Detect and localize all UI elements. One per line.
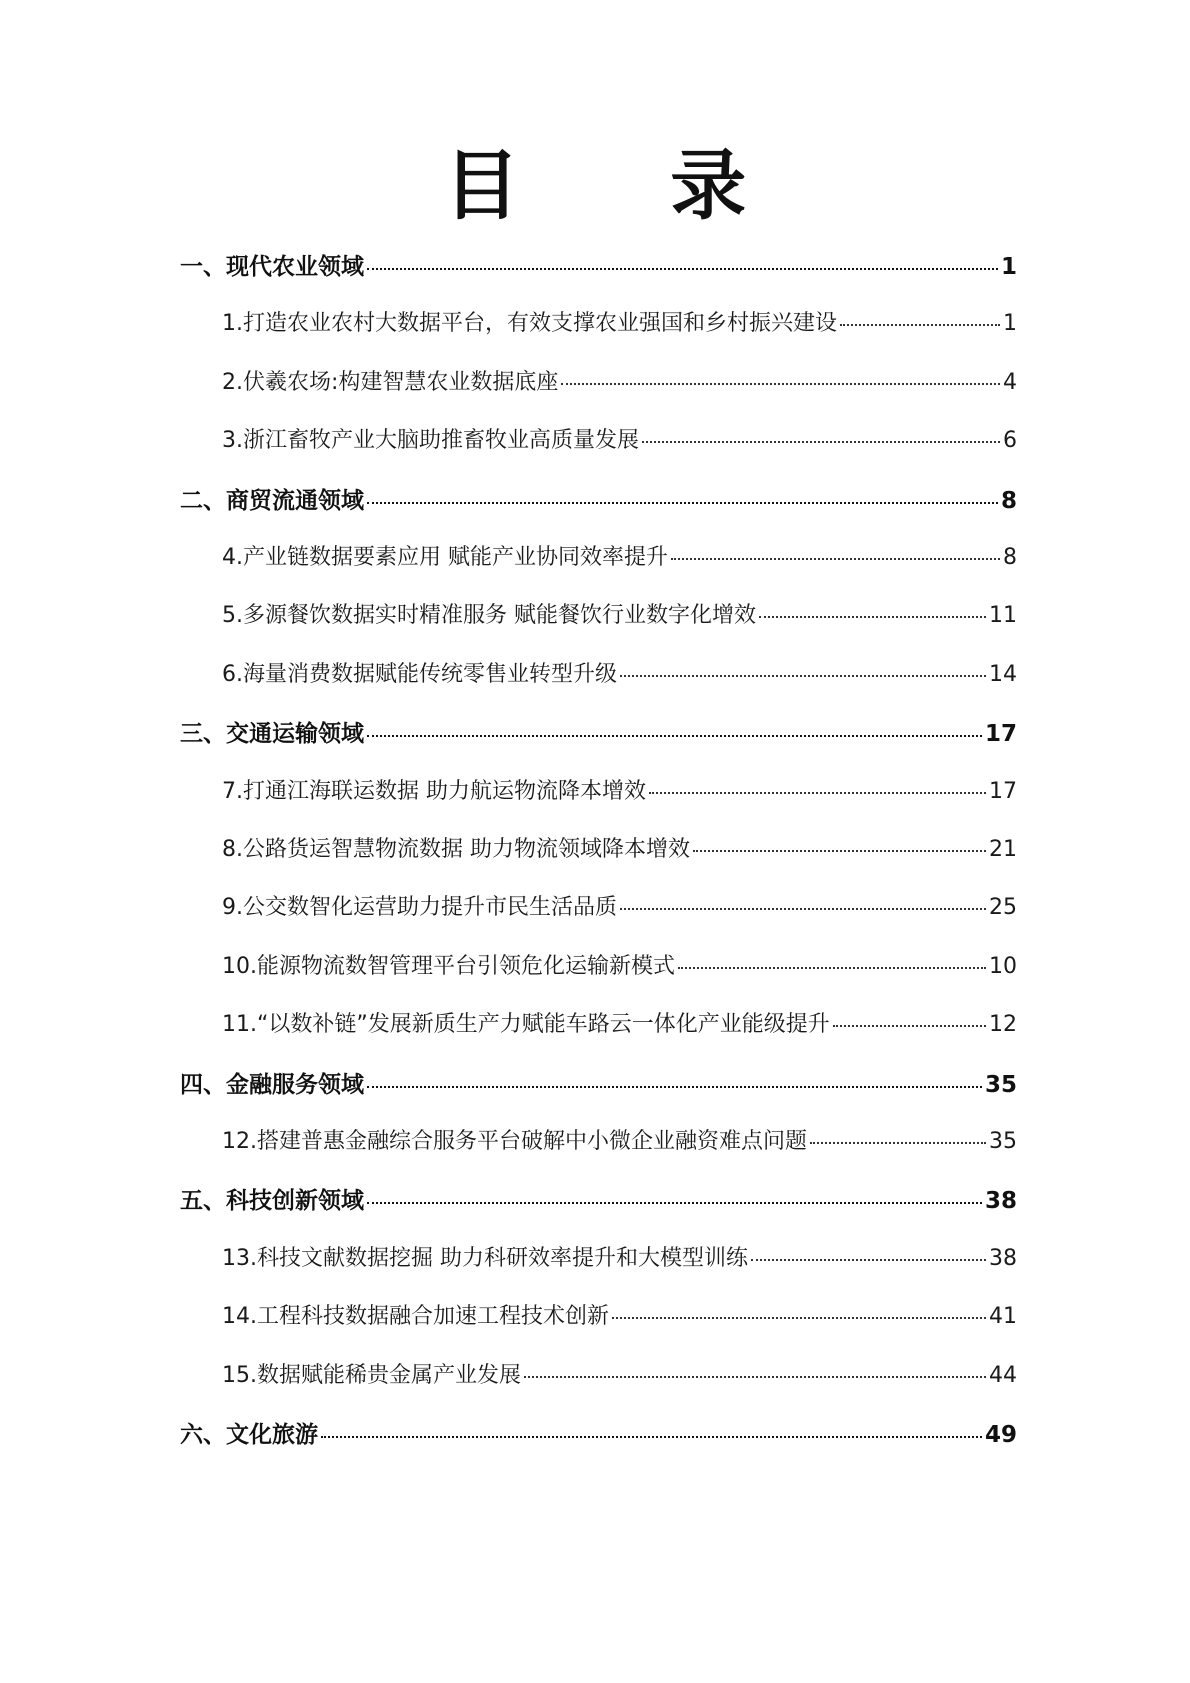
toc-row-page-number: 14 [989,661,1017,687]
toc-entry-row[interactable] [222,423,1017,463]
toc-section-row[interactable] [180,1416,1017,1456]
toc-entry-row[interactable] [222,774,1017,814]
dot-leader [833,1025,986,1027]
toc-row-label: 3.浙江畜牧产业大脑助推畜牧业高质量发展 [222,428,639,454]
toc-entry-row[interactable] [222,1124,1017,1164]
toc-row-label: 7.打通江海联运数据 助力航运物流降本增效 [222,778,646,804]
toc-row-label: 二、商贸流通领域 [180,487,364,514]
toc-section-row[interactable] [180,482,1017,522]
toc-row-page-number: 17 [984,721,1017,748]
toc-row-page-number: 41 [989,1304,1017,1330]
dot-leader [524,1376,986,1378]
toc-row-label: 8.公路货运智慧物流数据 助力物流领域降本增效 [222,837,690,862]
toc-row-label: 10.能源物流数智管理平台引领危化运输新模式 [222,953,675,979]
dot-leader [751,1259,986,1261]
page-title: 目 录 [443,141,809,230]
dot-leader [561,383,1000,385]
toc-entry-row[interactable] [222,306,1017,346]
toc-row-label: 12.搭建普惠金融综合服务平台破解中小微企业融资难点问题 [222,1129,807,1154]
toc-entry-row[interactable] [222,949,1017,989]
toc-row-page-number: 8 [1000,487,1017,514]
toc-entry-row[interactable] [222,1007,1017,1047]
dot-leader [693,850,986,852]
toc-row-page-number: 1 [1003,311,1017,337]
dot-leader [759,616,986,618]
dot-leader [678,967,986,969]
toc-section-row[interactable] [180,1066,1017,1106]
toc-row-label: 四、金融服务领域 [180,1071,364,1098]
toc-section-row[interactable] [180,715,1017,755]
dot-leader [367,1202,982,1204]
toc-entry-row[interactable] [222,365,1017,405]
toc-entry-row[interactable] [222,890,1017,930]
dot-leader [321,1436,982,1438]
dot-leader [367,1086,982,1088]
dot-leader [620,908,986,910]
toc-row-page-number: 17 [989,778,1017,804]
toc-row-page-number: 4 [1003,369,1017,395]
toc-row-label: 三、交通运输领域 [180,721,364,748]
toc-row-page-number: 44 [989,1362,1017,1388]
toc-row-label: 5.多源餐饮数据实时精准服务 赋能餐饮行业数字化增效 [222,603,756,629]
toc-row-label: 4.产业链数据要素应用 赋能产业协同效率提升 [222,545,668,570]
toc-row-label: 1.打造农业农村大数据平台，有效支撑农业强国和乡村振兴建设 [222,311,837,337]
toc-row-label: 14.工程科技数据融合加速工程技术创新 [222,1304,609,1330]
dot-leader [649,792,986,794]
dot-leader [810,1142,986,1144]
toc-row-label: 五、科技创新领域 [180,1188,364,1215]
toc-entry-row[interactable] [222,1299,1017,1339]
toc-row-page-number: 8 [1003,545,1017,570]
dot-leader [620,675,986,677]
toc-row-page-number: 11 [989,603,1017,629]
toc-entry-row[interactable] [222,540,1017,580]
toc-row-page-number: 1 [1000,254,1017,280]
dot-leader [367,502,998,504]
toc-row-page-number: 25 [989,895,1017,921]
dot-leader [642,441,1000,443]
toc-row-label: 六、文化旅游 [180,1422,318,1448]
toc-row-page-number: 10 [989,953,1017,979]
toc-row-page-number: 49 [984,1422,1017,1448]
toc-row-label: 一、现代农业领域 [180,254,364,280]
dot-leader [840,324,1000,326]
toc-row-label: 11.“以数补链”发展新质生产力赋能车路云一体化产业能级提升 [222,1012,830,1038]
toc-row-label: 9.公交数智化运营助力提升市民生活品质 [222,895,617,921]
dot-leader [367,735,982,737]
toc-row-page-number: 38 [989,1245,1017,1271]
toc-row-page-number: 38 [984,1188,1017,1215]
toc-row-label: 13.科技文献数据挖掘 助力科研效率提升和大模型训练 [222,1245,748,1271]
toc-row-page-number: 35 [984,1071,1017,1098]
toc-row-label: 15.数据赋能稀贵金属产业发展 [222,1362,521,1388]
toc-section-row[interactable] [180,248,1017,288]
toc-section-row[interactable] [180,1182,1017,1222]
toc-entry-row[interactable] [222,1358,1017,1398]
dot-leader [367,268,998,270]
dot-leader [612,1317,986,1319]
toc-row-label: 6.海量消费数据赋能传统零售业转型升级 [222,661,617,687]
toc-row-page-number: 21 [989,837,1017,862]
toc-row-page-number: 35 [989,1129,1017,1154]
toc-entry-row[interactable] [222,1241,1017,1281]
toc-row-page-number: 12 [989,1012,1017,1038]
dot-leader [671,558,1000,560]
toc-row-label: 2.伏羲农场:构建智慧农业数据底座 [222,369,559,395]
toc-entry-row[interactable] [222,657,1017,697]
toc-entry-row[interactable] [222,598,1017,638]
toc-entry-row[interactable] [222,832,1017,872]
toc-row-page-number: 6 [1003,428,1017,454]
